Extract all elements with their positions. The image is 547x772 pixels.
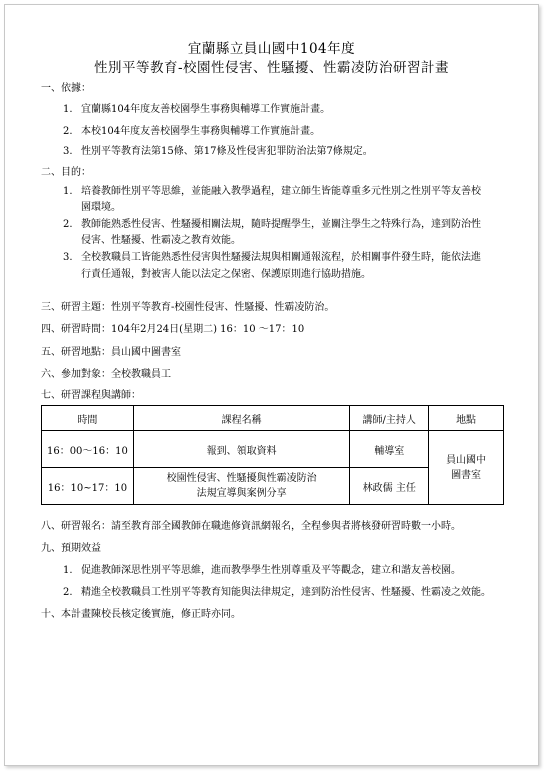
- table-row: [42, 431, 504, 468]
- place-line-2: 圖書室: [451, 469, 482, 481]
- purpose-item-3: 3. 全校教職員工皆能熟悉性侵害與性騷擾法規與相關通報流程，於相關事件發生時，能依法進: [63, 252, 481, 263]
- place-line-1: 員山國中: [446, 454, 487, 466]
- document-title: 宜蘭縣立員山國中104年度: [187, 41, 356, 57]
- row2-time: 16：10~17：10: [42, 468, 134, 505]
- purpose-item-1: 1. 培養教師性別平等思維，並能融入教學過程，建立師生皆能尊重多元性別之性別平等友善校: [63, 186, 481, 197]
- section-location: 五、研習地點：員山國中圖書室: [41, 347, 181, 358]
- row1-host: 輔導室: [350, 431, 429, 468]
- basis-item-2: 2. 本校104年度友善校園學生事務與輔導工作實施計畫。: [63, 126, 321, 137]
- purpose-item-2: 2. 教師能熟悉性侵害、性騷擾相關法規，隨時提醒學生，並關注學生之特殊行為，達到防治性: [63, 219, 481, 230]
- row2-course: [133, 468, 349, 505]
- table-header-row: [42, 406, 504, 431]
- benefit-item-2: 2. 精進全校教職員工性別平等教育知能與法律規定，達到防治性侵害、性騷擾、性霸凌之效能。: [63, 587, 491, 598]
- row2-host: 林政儒 主任: [350, 468, 429, 505]
- header-time: 時間: [42, 406, 134, 431]
- purpose-item-3-cont: 行責任通報，對被害人能以法定之保密、保護原則進行協助措施。: [81, 269, 371, 280]
- section-registration: 八、研習報名：請至教育部全國教師在職進修資訊網報名，全程參與者將核發研習時數一小時。: [41, 521, 461, 532]
- schedule-table: [41, 405, 504, 505]
- basis-item-3: 3. 性別平等教育法第15條、第17條及性侵害犯罪防治法第7條規定。: [63, 146, 373, 157]
- section-basis-heading: 一、依據：: [41, 83, 91, 94]
- row1-course: 報到、領取資料: [133, 431, 349, 468]
- document-page: [4, 4, 539, 766]
- header-course: 課程名稱: [133, 406, 349, 431]
- row2-course-line-2: 法規宣導與案例分享: [196, 488, 287, 499]
- header-place: 地點: [429, 406, 504, 431]
- header-host: 講師/主持人: [350, 406, 429, 431]
- document-subtitle: 性別平等教育-校園性侵害、性騷擾、性霸凌防治研習計畫: [93, 60, 450, 76]
- section-purpose-heading: 二、目的：: [41, 167, 91, 178]
- section-time: 四、研習時間：104年2月24日(星期二) 16：10 ～17：10: [41, 324, 305, 335]
- purpose-item-1-cont: 園環境。: [81, 202, 121, 213]
- table-place-cell: [429, 431, 504, 505]
- section-participants: 六、參加對象：全校教職員工: [41, 369, 171, 380]
- row2-course-line-1: 校園性侵害、性騷擾與性霸凌防治: [166, 473, 317, 484]
- row1-time: 16：00～16：10: [42, 431, 134, 468]
- section-approval: 十、本計畫陳校長核定後實施，修正時亦同。: [41, 609, 241, 620]
- benefit-item-1: 1. 促進教師深思性別平等思維，進而教學學生性別尊重及平等觀念，建立和諧友善校園。: [63, 565, 461, 576]
- section-topic: 三、研習主題：性別平等教育-校園性侵害、性騷擾、性霸凌防治。: [41, 302, 335, 313]
- purpose-item-2-cont: 侵害、性騷擾、性霸凌之教育效能。: [81, 235, 241, 246]
- basis-item-1: 1. 宜蘭縣104年度友善校園學生事務與輔導工作實施計畫。: [63, 104, 331, 115]
- section-benefits-heading: 九、預期效益: [41, 543, 101, 554]
- section-schedule-heading: 七、研習課程與講師：: [41, 390, 141, 401]
